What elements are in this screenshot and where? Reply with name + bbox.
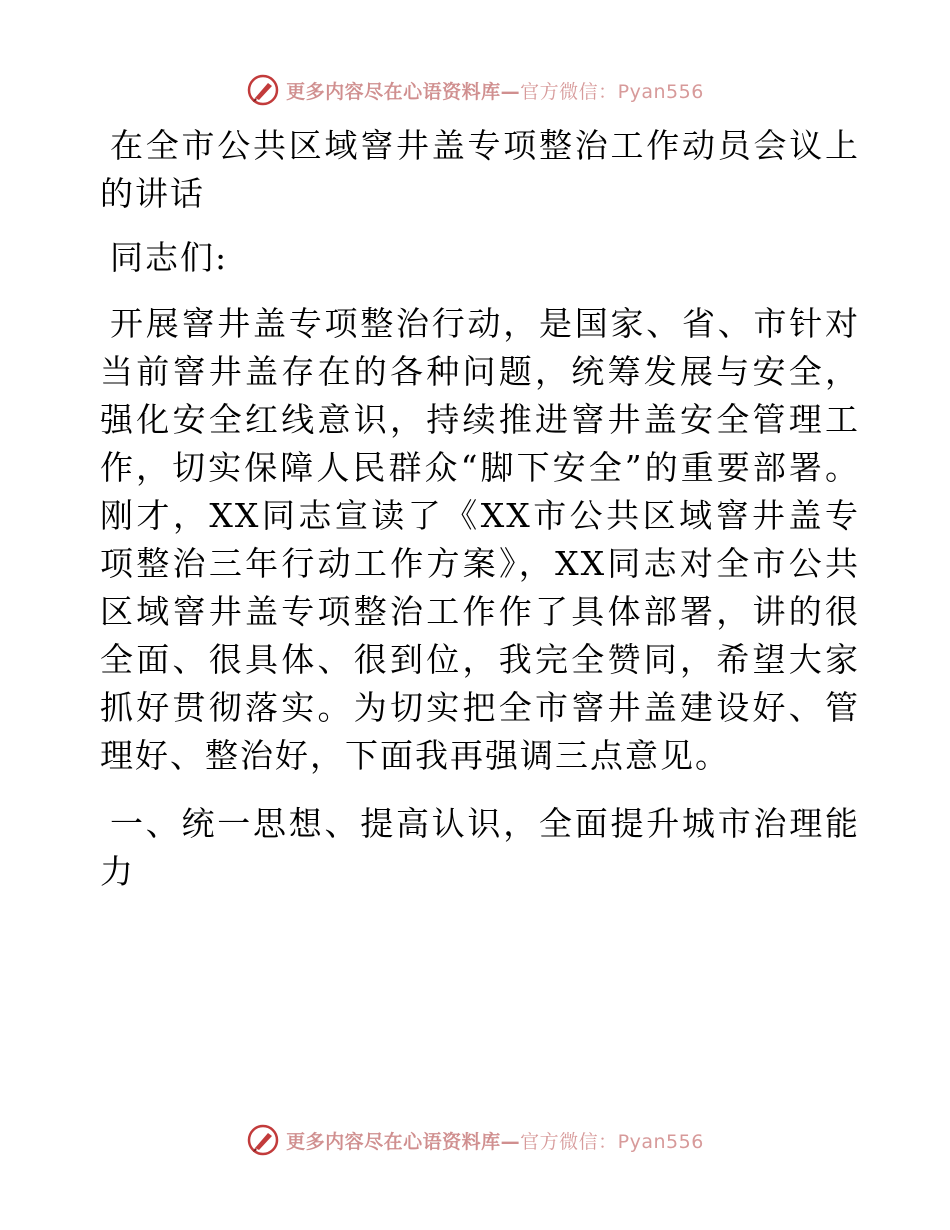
section-heading-1: 一、统一思想、提高认识，全面提升城市治理能力 (100, 804, 860, 891)
watermark-contact: 官方微信：Pyan556 (520, 80, 704, 103)
watermark-contact: 官方微信：Pyan556 (520, 1130, 704, 1153)
document-title: 在全市公共区域窨井盖专项整治工作动员会议上的讲话 (100, 126, 860, 213)
watermark-footer (0, 1120, 950, 1160)
watermark-header (0, 70, 950, 110)
watermark-text (286, 77, 704, 104)
greeting: 同志们: (110, 238, 229, 277)
watermark-separator: — (500, 80, 521, 103)
document-body (100, 122, 860, 896)
paragraph-1: 开展窨井盖专项整治行动，是国家、省、市针对当前窨井盖存在的各种问题，统筹发展与安全，强化安全红线意识，持续推进窨井盖安全管理工作，切实保障人民群众“脚下安全”的重要部署。刚才，XX同志宣读了《XX市公共区域窨井盖专项整治三年行动工作方案》，XX同志对全市公共区域窨井盖专项整治工作作了具体部署，讲的很全面、很具体、很到位，我完全赞同，希望大家抓好贯彻落实。为切实把全市窨井盖建设好、管理好、整治好，下面我再强调三点意见。 (100, 304, 860, 775)
watermark-separator: — (500, 1130, 521, 1153)
quill-pen-logo-icon (246, 1123, 280, 1157)
watermark-brand: 更多内容尽在心语资料库 (286, 80, 501, 103)
watermark-brand: 更多内容尽在心语资料库 (286, 1130, 501, 1153)
quill-pen-logo-icon (246, 73, 280, 107)
watermark-text (286, 1127, 704, 1154)
